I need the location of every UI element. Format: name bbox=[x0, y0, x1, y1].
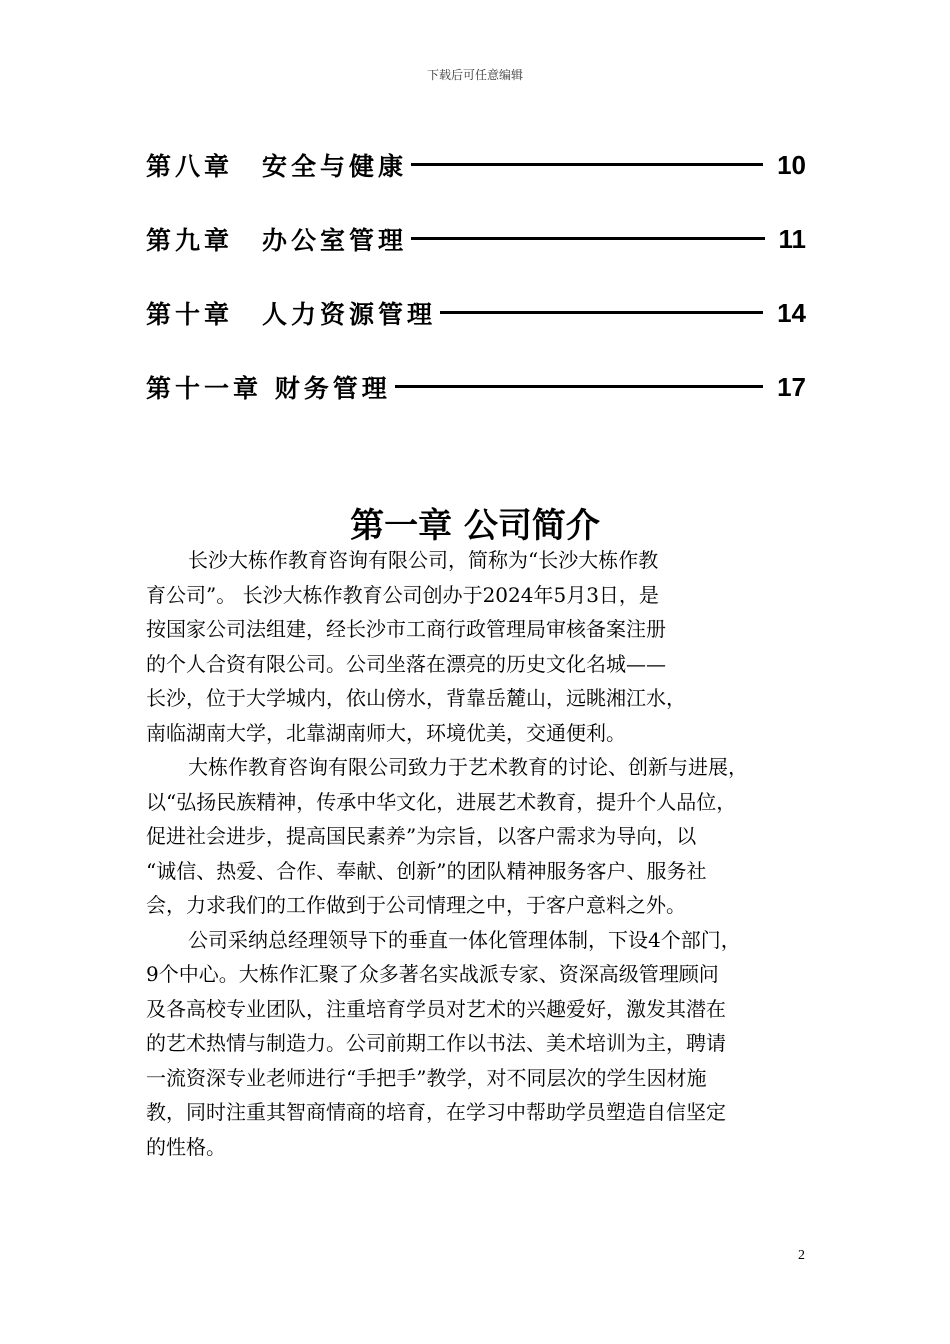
paragraph-3-line: 一流资深专业老师进行“手把手”教学，对不同层次的学生因材施 bbox=[146, 1065, 707, 1090]
toc-leader-line bbox=[395, 385, 763, 388]
paragraph-1-line: 的个人合资有限公司。公司坐落在漂亮的历史文化名城—— bbox=[146, 651, 666, 676]
toc-entry-page: 11 bbox=[778, 223, 806, 254]
paragraph-3-line: 教，同时注重其智商情商的培育，在学习中帮助学员塑造自信坚定 bbox=[146, 1100, 726, 1124]
toc-entry-chapter-9[interactable] bbox=[146, 202, 806, 276]
paragraph-2-line: 以“弘扬民族精神，传承中华文化，进展艺术教育，提升个人品位， bbox=[146, 789, 737, 814]
header-note: 下载后可任意编辑 bbox=[426, 68, 523, 82]
paragraph-1-line: 按国家公司法组建，经长沙市工商行政管理局审核备案注册 bbox=[146, 617, 666, 641]
toc-leader-line bbox=[411, 163, 763, 166]
toc-entry-page: 17 bbox=[777, 371, 806, 402]
page-number: 2 bbox=[798, 1248, 805, 1263]
paragraph-3-line: 公司采纳总经理领导下的垂直一体化管理体制，下设4个部门， bbox=[188, 927, 741, 952]
paragraph-1-line: 育公司”。 长沙大栋作教育公司创办于2024年5月3日，是 bbox=[146, 582, 659, 607]
toc-entry-title: 第九章 办公室管理 bbox=[146, 226, 408, 255]
paragraph-1-line: 南临湖南大学，北靠湖南师大，环境优美，交通便利。 bbox=[146, 720, 626, 745]
toc-entry-title: 第十章 人力资源管理 bbox=[146, 300, 437, 329]
toc-entry-page: 10 bbox=[777, 149, 806, 180]
paragraph-2-line: “诚信、热爱、合作、奉献、创新”的团队精神服务客户、服务社 bbox=[146, 858, 707, 883]
chapter-title: 第一章 公司简介 bbox=[350, 506, 600, 546]
toc-leader-line bbox=[440, 311, 763, 314]
chapter-body bbox=[146, 543, 806, 1164]
paragraph-1-line: 长沙，位于大学城内，依山傍水，背靠岳麓山，远眺湘江水， bbox=[146, 686, 686, 710]
toc-leader-line bbox=[411, 237, 764, 240]
toc-entry-chapter-11[interactable] bbox=[146, 350, 806, 424]
paragraph-2-line: 会，力求我们的工作做到于公司情理之中，于客户意料之外。 bbox=[146, 893, 686, 917]
paragraph-3-line: 及各高校专业团队，注重培育学员对艺术的兴趣爱好，激发其潜在 bbox=[146, 996, 726, 1021]
toc-entry-chapter-10[interactable] bbox=[146, 276, 806, 350]
paragraph-3-line: 9个中心。大栋作汇聚了众多著名实战派专家、资深高级管理顾问 bbox=[146, 962, 719, 986]
paragraph-3-line: 的性格。 bbox=[146, 1134, 226, 1159]
paragraph-3-line: 的艺术热情与制造力。公司前期工作以书法、美术培训为主，聘请 bbox=[146, 1031, 726, 1055]
toc-entry-chapter-8[interactable] bbox=[146, 128, 806, 202]
paragraph-1-line: 长沙大栋作教育咨询有限公司，简称为“长沙大栋作教 bbox=[188, 548, 659, 572]
toc-entry-page: 14 bbox=[777, 297, 806, 328]
toc-entry-title: 第十一章 财务管理 bbox=[146, 374, 391, 403]
toc-entry-title: 第八章 安全与健康 bbox=[146, 152, 408, 181]
paragraph-2-line: 促进社会进步，提高国民素养”为宗旨，以客户需求为导向，以 bbox=[146, 824, 697, 848]
paragraph-2-line: 大栋作教育咨询有限公司致力于艺术教育的讨论、创新与进展， bbox=[188, 755, 748, 779]
table-of-contents bbox=[146, 128, 806, 424]
